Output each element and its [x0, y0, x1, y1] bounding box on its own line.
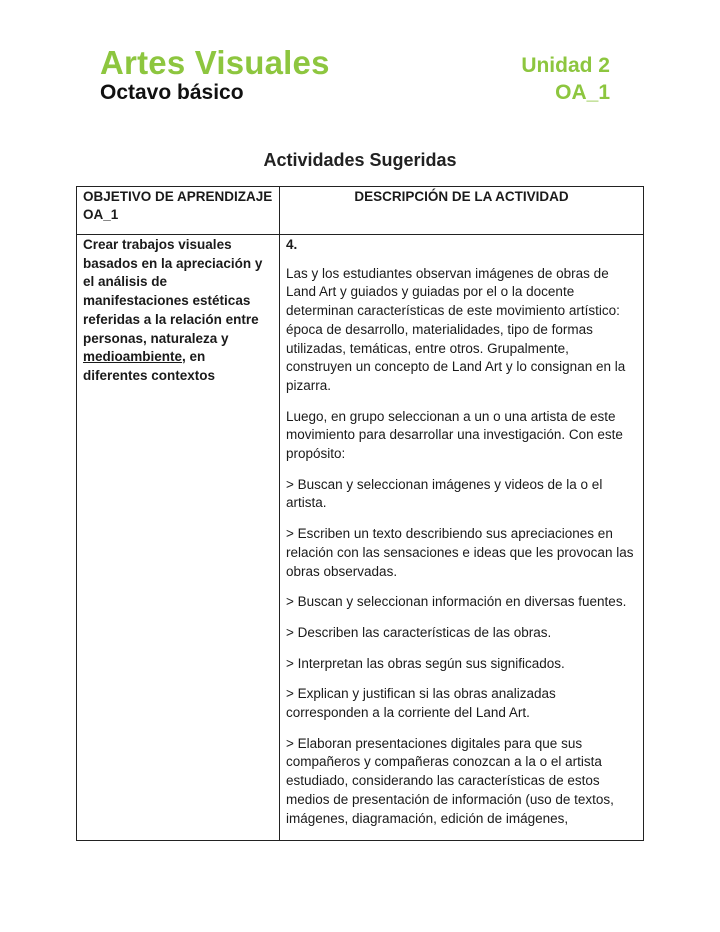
activity-paragraph: Luego, en grupo seleccionan a un o una artista de este movimiento para desarrollar una investigación. Con este propósito: — [286, 408, 623, 462]
activity-step: > Buscan y seleccionan información en diversas fuentes. — [286, 594, 627, 610]
table-row — [77, 235, 644, 841]
objective-cell — [77, 235, 280, 841]
objective-underlined-term: medioambiente — [83, 349, 183, 365]
activity-table — [76, 186, 644, 841]
activity-paragraph: Las y los estudiantes observan imágenes de obras de Land Art y guiados y guiadas por el o la docente determinan características de este movimiento artístico: época de desarrollo, materialidades, tipo de formas utilizadas, temáticas, entre otros. Grupalmente, construyen un concepto de Land Art y lo consignan en la pizarra. — [286, 265, 626, 393]
objective-text-end: , en diferentes contextos — [83, 349, 216, 383]
page-header — [100, 44, 610, 114]
activity-number: 4. — [286, 237, 298, 252]
description-cell — [280, 235, 644, 841]
section-title: Actividades Sugeridas — [263, 150, 457, 170]
subject-title: Artes Visuales — [100, 44, 330, 81]
activity-step: > Interpretan las obras según sus significados. — [286, 655, 565, 671]
objective-text: Crear trabajos visuales basados en la apreciación y el análisis de manifestaciones estéticas referidas a la relación entre personas, naturaleza y — [83, 237, 263, 346]
description-column-header: DESCRIPCIÓN DE LA ACTIVIDAD — [280, 187, 644, 235]
activity-step: > Elaboran presentaciones digitales para que sus compañeros y compañeras conozcan a la o el artista estudiado, considerando las características de estos medios de presentación de información (uso de textos, imágenes, diagramación, edición de imágenes, — [286, 735, 614, 826]
unit-label: Unidad 2 — [521, 54, 610, 77]
oa-label: OA_1 — [555, 81, 610, 104]
activity-step: > Describen las características de las obras. — [286, 624, 552, 640]
activity-step: > Escriben un texto describiendo sus apreciaciones en relación con las sensaciones e ideas que les provocan las obras observadas. — [286, 526, 634, 579]
activity-step: > Buscan y seleccionan imágenes y videos de la o el artista. — [286, 476, 603, 511]
objective-column-header: OBJETIVO DE APRENDIZAJE OA_1 — [77, 187, 280, 235]
grade-subtitle: Octavo básico — [100, 81, 244, 104]
activity-step: > Explican y justifican si las obras analizadas corresponden a la corriente del Land Art. — [286, 686, 556, 721]
table-header-row — [77, 187, 644, 235]
